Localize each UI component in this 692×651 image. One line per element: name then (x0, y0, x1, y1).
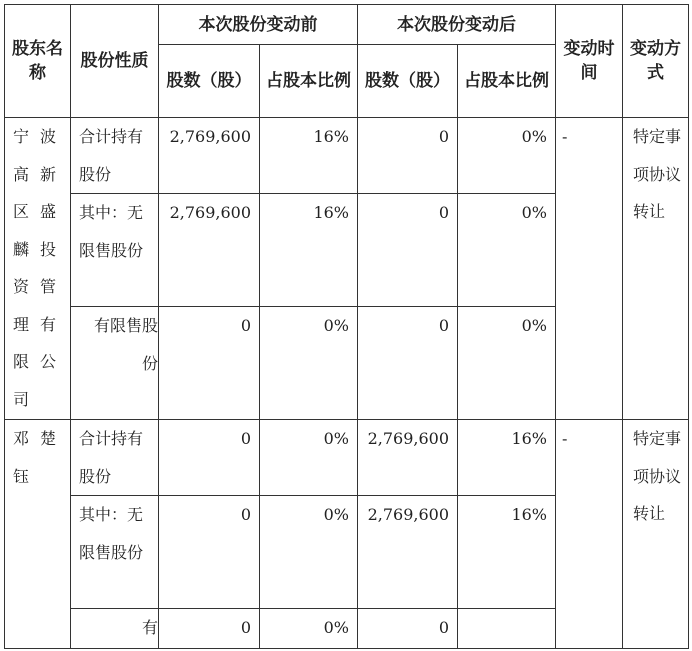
ratio-before-cell: 0% (260, 609, 358, 649)
share-change-table-wrapper (4, 4, 689, 649)
holder-name-cell: 邓楚钰 (5, 420, 71, 649)
change-time-cell: - (556, 118, 623, 420)
ratio-after-cell (458, 609, 556, 649)
header-before-group: 本次股份变动前 (159, 5, 358, 45)
header-ratio-before: 占股本比例 (260, 45, 358, 118)
shares-after-cell: 2,769,600 (358, 420, 458, 496)
shares-before-cell: 0 (159, 609, 260, 649)
share-nature-cell: 合计持有股份 (71, 118, 159, 194)
shares-before-cell: 2,769,600 (159, 118, 260, 194)
ratio-after-cell: 16% (458, 420, 556, 496)
shares-before-cell: 0 (159, 420, 260, 496)
shares-after-cell: 0 (358, 118, 458, 194)
shares-before-cell: 0 (159, 496, 260, 609)
header-shares-before: 股数（股） (159, 45, 260, 118)
change-time-cell: - (556, 420, 623, 649)
share-nature-cell: 合计持有股份 (71, 420, 159, 496)
shares-after-cell: 0 (358, 194, 458, 307)
change-method-cell: 特定事项协议转让 (623, 420, 689, 649)
share-nature-text: 有限售股份 (93, 316, 158, 373)
shares-before-cell: 2,769,600 (159, 194, 260, 307)
ratio-after-cell: 16% (458, 496, 556, 609)
share-nature-cell: 其中：无限售股份 (71, 496, 159, 609)
ratio-before-cell: 16% (260, 194, 358, 307)
ratio-before-cell: 16% (260, 118, 358, 194)
table-row (5, 420, 689, 496)
change-method-cell: 特定事项协议转让 (623, 118, 689, 420)
ratio-before-cell: 0% (260, 496, 358, 609)
header-change-time: 变动时间 (556, 5, 623, 118)
header-after-group: 本次股份变动后 (358, 5, 556, 45)
shares-after-cell: 2,769,600 (358, 496, 458, 609)
ratio-after-cell: 0% (458, 307, 556, 420)
share-nature-cell (71, 307, 159, 420)
share-nature-cell: 其中：无限售股份 (71, 194, 159, 307)
ratio-before-cell: 0% (260, 307, 358, 420)
ratio-before-cell: 0% (260, 420, 358, 496)
shares-after-cell: 0 (358, 609, 458, 649)
shares-before-cell: 0 (159, 307, 260, 420)
share-nature-cell (71, 609, 159, 649)
share-change-table (4, 4, 689, 649)
shares-after-cell: 0 (358, 307, 458, 420)
header-holder-name: 股东名称 (5, 5, 71, 118)
table-row (5, 118, 689, 194)
ratio-after-cell: 0% (458, 118, 556, 194)
holder-name-cell: 宁波高新区盛麟投资管理有限公司 (5, 118, 71, 420)
header-change-method: 变动方式 (623, 5, 689, 118)
header-row-1 (5, 5, 689, 45)
header-shares-after: 股数（股） (358, 45, 458, 118)
header-ratio-after: 占股本比例 (458, 45, 556, 118)
header-share-nature: 股份性质 (71, 5, 159, 118)
ratio-after-cell: 0% (458, 194, 556, 307)
share-nature-text: 有 (141, 618, 158, 637)
